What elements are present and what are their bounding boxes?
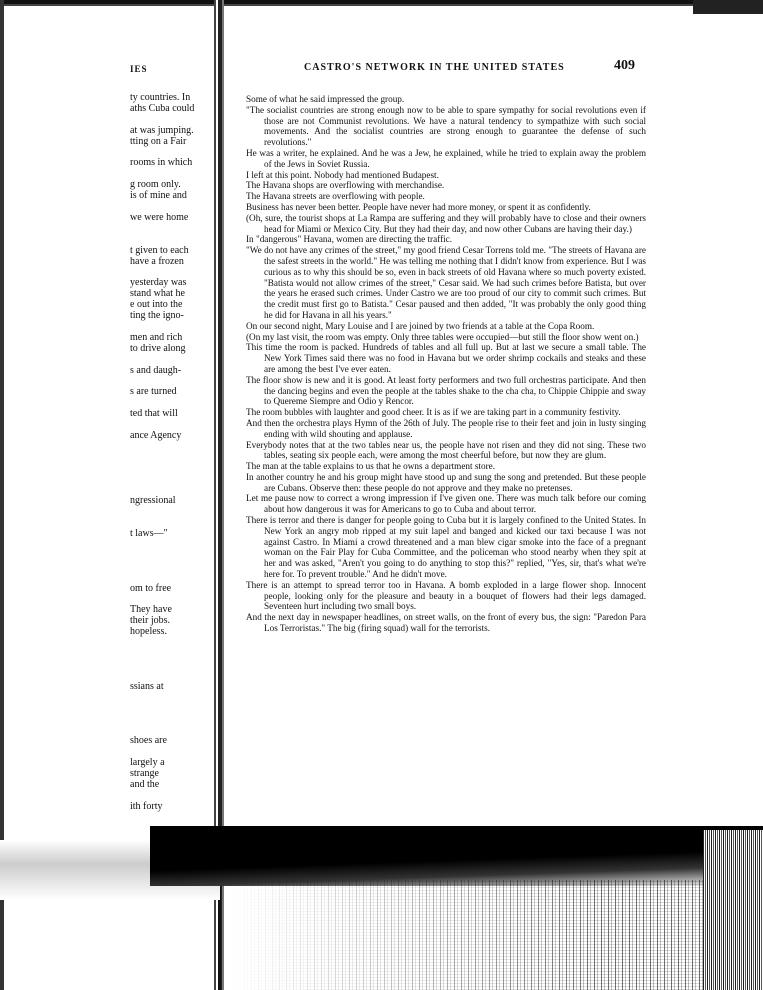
left-page-line: stand what he [130, 288, 185, 300]
left-page-line: hopeless. [130, 626, 167, 638]
left-page-line: s and daugh- [130, 364, 182, 376]
left-page-line: e out into the [130, 299, 183, 311]
paragraph: I left at this point. Nobody had mentioned Budapest. [246, 169, 439, 180]
left-page-header: IES [130, 64, 148, 74]
paragraph: This time the room is packed. Hundreds of tables and all full up. But at last we secure a small table. The New York Times said there was no food in Havana but we order shrimp cockails and steaks and these are among the best I've ever eaten. [246, 342, 646, 374]
page-number: 409 [614, 58, 635, 73]
left-page-line: to drive along [130, 342, 186, 354]
running-head: CASTRO'S NETWORK IN THE UNITED STATES [304, 62, 565, 73]
left-page-line: ssians at [130, 680, 164, 692]
paragraph: Business has never been better. People have never had more money, or spent it as confidently. [246, 201, 591, 212]
left-page-line: aths Cuba could [130, 102, 195, 114]
left-page-line: and the [130, 778, 160, 790]
left-page-line: yesterday was [130, 277, 187, 289]
paragraph: Some of what he said impressed the group. [246, 94, 405, 104]
left-page-line: rooms in which [130, 157, 193, 169]
left-page-line: They have [130, 604, 172, 616]
scan-bottom-noise [230, 880, 763, 990]
paragraph: "The socialist countries are strong enough now to be able to spare sympathy for social revolutions even if those are not Communist revolutions. We have a natural tendency to sympathize with such social movements. And the socialist countries are strong enough to guarantee the defense of such revolutions." [246, 104, 646, 148]
scan-bottom-band [150, 826, 763, 886]
left-page-line: t given to each [130, 244, 189, 256]
left-page-line: have a frozen [130, 255, 184, 267]
left-page-line: g room only. [130, 179, 181, 191]
paragraph: (On my last visit, the room was empty. Only three tables were occupied—but still the floor show went on.) [246, 331, 639, 342]
paragraph: The room bubbles with laughter and good cheer. It is as if we are taking part in a community festivity. [246, 407, 621, 418]
left-page-line: men and rich [130, 331, 183, 343]
paragraph: Everybody notes that at the two tables near us, the people have not risen and they did not sing. These two tables, seating six people each, were among the most cheerful before, but now they are glum. [246, 439, 646, 461]
left-page-line: largely a [130, 756, 165, 768]
body-text [246, 94, 646, 634]
left-page-line: we were home [130, 211, 189, 223]
paragraph: The man at the table explains to us that he owns a department store. [246, 461, 496, 472]
paragraph: In another country he and his group might have stood up and sung the song and pretended. But these people are Cubans. Observe then: these people do not approve and they make no pretenses. [246, 471, 646, 493]
left-page-line: ngressional [130, 495, 176, 507]
left-page-line: ted that will [130, 408, 178, 420]
paragraph: The Havana streets are overflowing with people. [246, 191, 425, 202]
left-page-line: om to free [130, 582, 172, 594]
left-page-line: ting the igno- [130, 310, 184, 321]
paragraph: (Oh, sure, the tourist shops at La Rampa are suffering and they will probably have to close and their owners head for Miami or Mexico City. But they had their day, and now other Cubans are having their day.) [246, 212, 646, 234]
paragraph: The Havana shops are overflowing with merchandise. [246, 180, 445, 191]
paragraph: He was a writer, he explained. And he was a Jew, he explained, while he tried to explain away the problem of the Jews in Soviet Russia. [246, 147, 646, 169]
left-page-line: tting on a Fair [130, 135, 187, 147]
paragraph: There is an attempt to spread terror too in Havana. A bomb exploded in a large flower shop. Innocent people, looking only for the pleasure and beauty in a bouquet of flowers had their legs damaged. Seventeen hurt including two small boys. [246, 579, 646, 612]
paragraph: In "dangerous" Havana, women are directing the traffic. [246, 234, 453, 245]
paragraph: And then the orchestra plays Hymn of the 26th of July. The people rise to their feet and join in lusty singing ending with wild shouting and applause. [246, 417, 646, 439]
left-page-line: shoes are [130, 735, 167, 747]
left-page-line: is of mine and [130, 190, 187, 202]
left-page-line: at was jumping. [130, 124, 194, 136]
scan-bottom-noise-right [703, 830, 763, 990]
paragraph: Let me pause now to correct a wrong impression if I've given one. There was much talk before our coming about how dangerous it was for Americans to go to Cuba and about terror. [246, 493, 646, 515]
scan-top-corner [693, 0, 763, 14]
paragraph: And the next day in newspaper headlines, on street walls, on the front of every bus, the sign: "Paredon Para Los Terroristas." The big (firing squad) wall for the terrorists. [246, 612, 646, 634]
paragraph: On our second night, Mary Louise and I are joined by two friends at a table at the Copa Room. [246, 320, 595, 331]
left-page-line: s are turned [130, 386, 177, 398]
paragraph: The floor show is new and it is good. At least forty performers and two full orchestras participate. And then the dancing begins and even the people at the tables shake to the cha cha, to Chippie Chippie and sway to Quereme Siempre and Odio y Rencor. [246, 374, 646, 407]
left-page-line: ith forty [130, 800, 163, 812]
left-page-line: t laws—" [130, 528, 168, 539]
left-page-line: ty countries. In [130, 92, 191, 103]
left-page-line: ance Agency [130, 429, 182, 441]
paragraph: There is terror and there is danger for people going to Cuba but it is largely confined to the United States. In New York an angry mob ripped at my suit lapel and banged and kicked our taxi because I was not against Castro. In Miami a crowd threatened and a man blew cigar smoke into the face of a pregnant woman on the Fair Play for Cuba Committee, and the policeman who stood nearby when they spit at her and was asked, "Aren't you going to do anything to stop this?" replied, "Yes, sir, that's what we're here for. To prevent trouble." And he didn't move. [246, 515, 646, 580]
left-page-line: their jobs. [130, 615, 170, 627]
left-page-line: strange [130, 767, 159, 779]
paragraph: "We do not have any crimes of the street," my good friend Cesar Torrens told me. "The streets of Havana are the safest streets in the world." He was telling me nothing that I didn't know from experience. But I was curious as to why this should be so, even in back streets of old Havana where so much poverty existed. "Batista would not allow crimes of the street," Cesar said. We had such crimes before Batista, but over the years he erased such crimes. Under Castro we are too proud of our city to commit such crimes. But the credit must first go to Batista." Cesar paused and then added, "It was probably the only good thing he did for Havana in all his years." [246, 245, 646, 320]
